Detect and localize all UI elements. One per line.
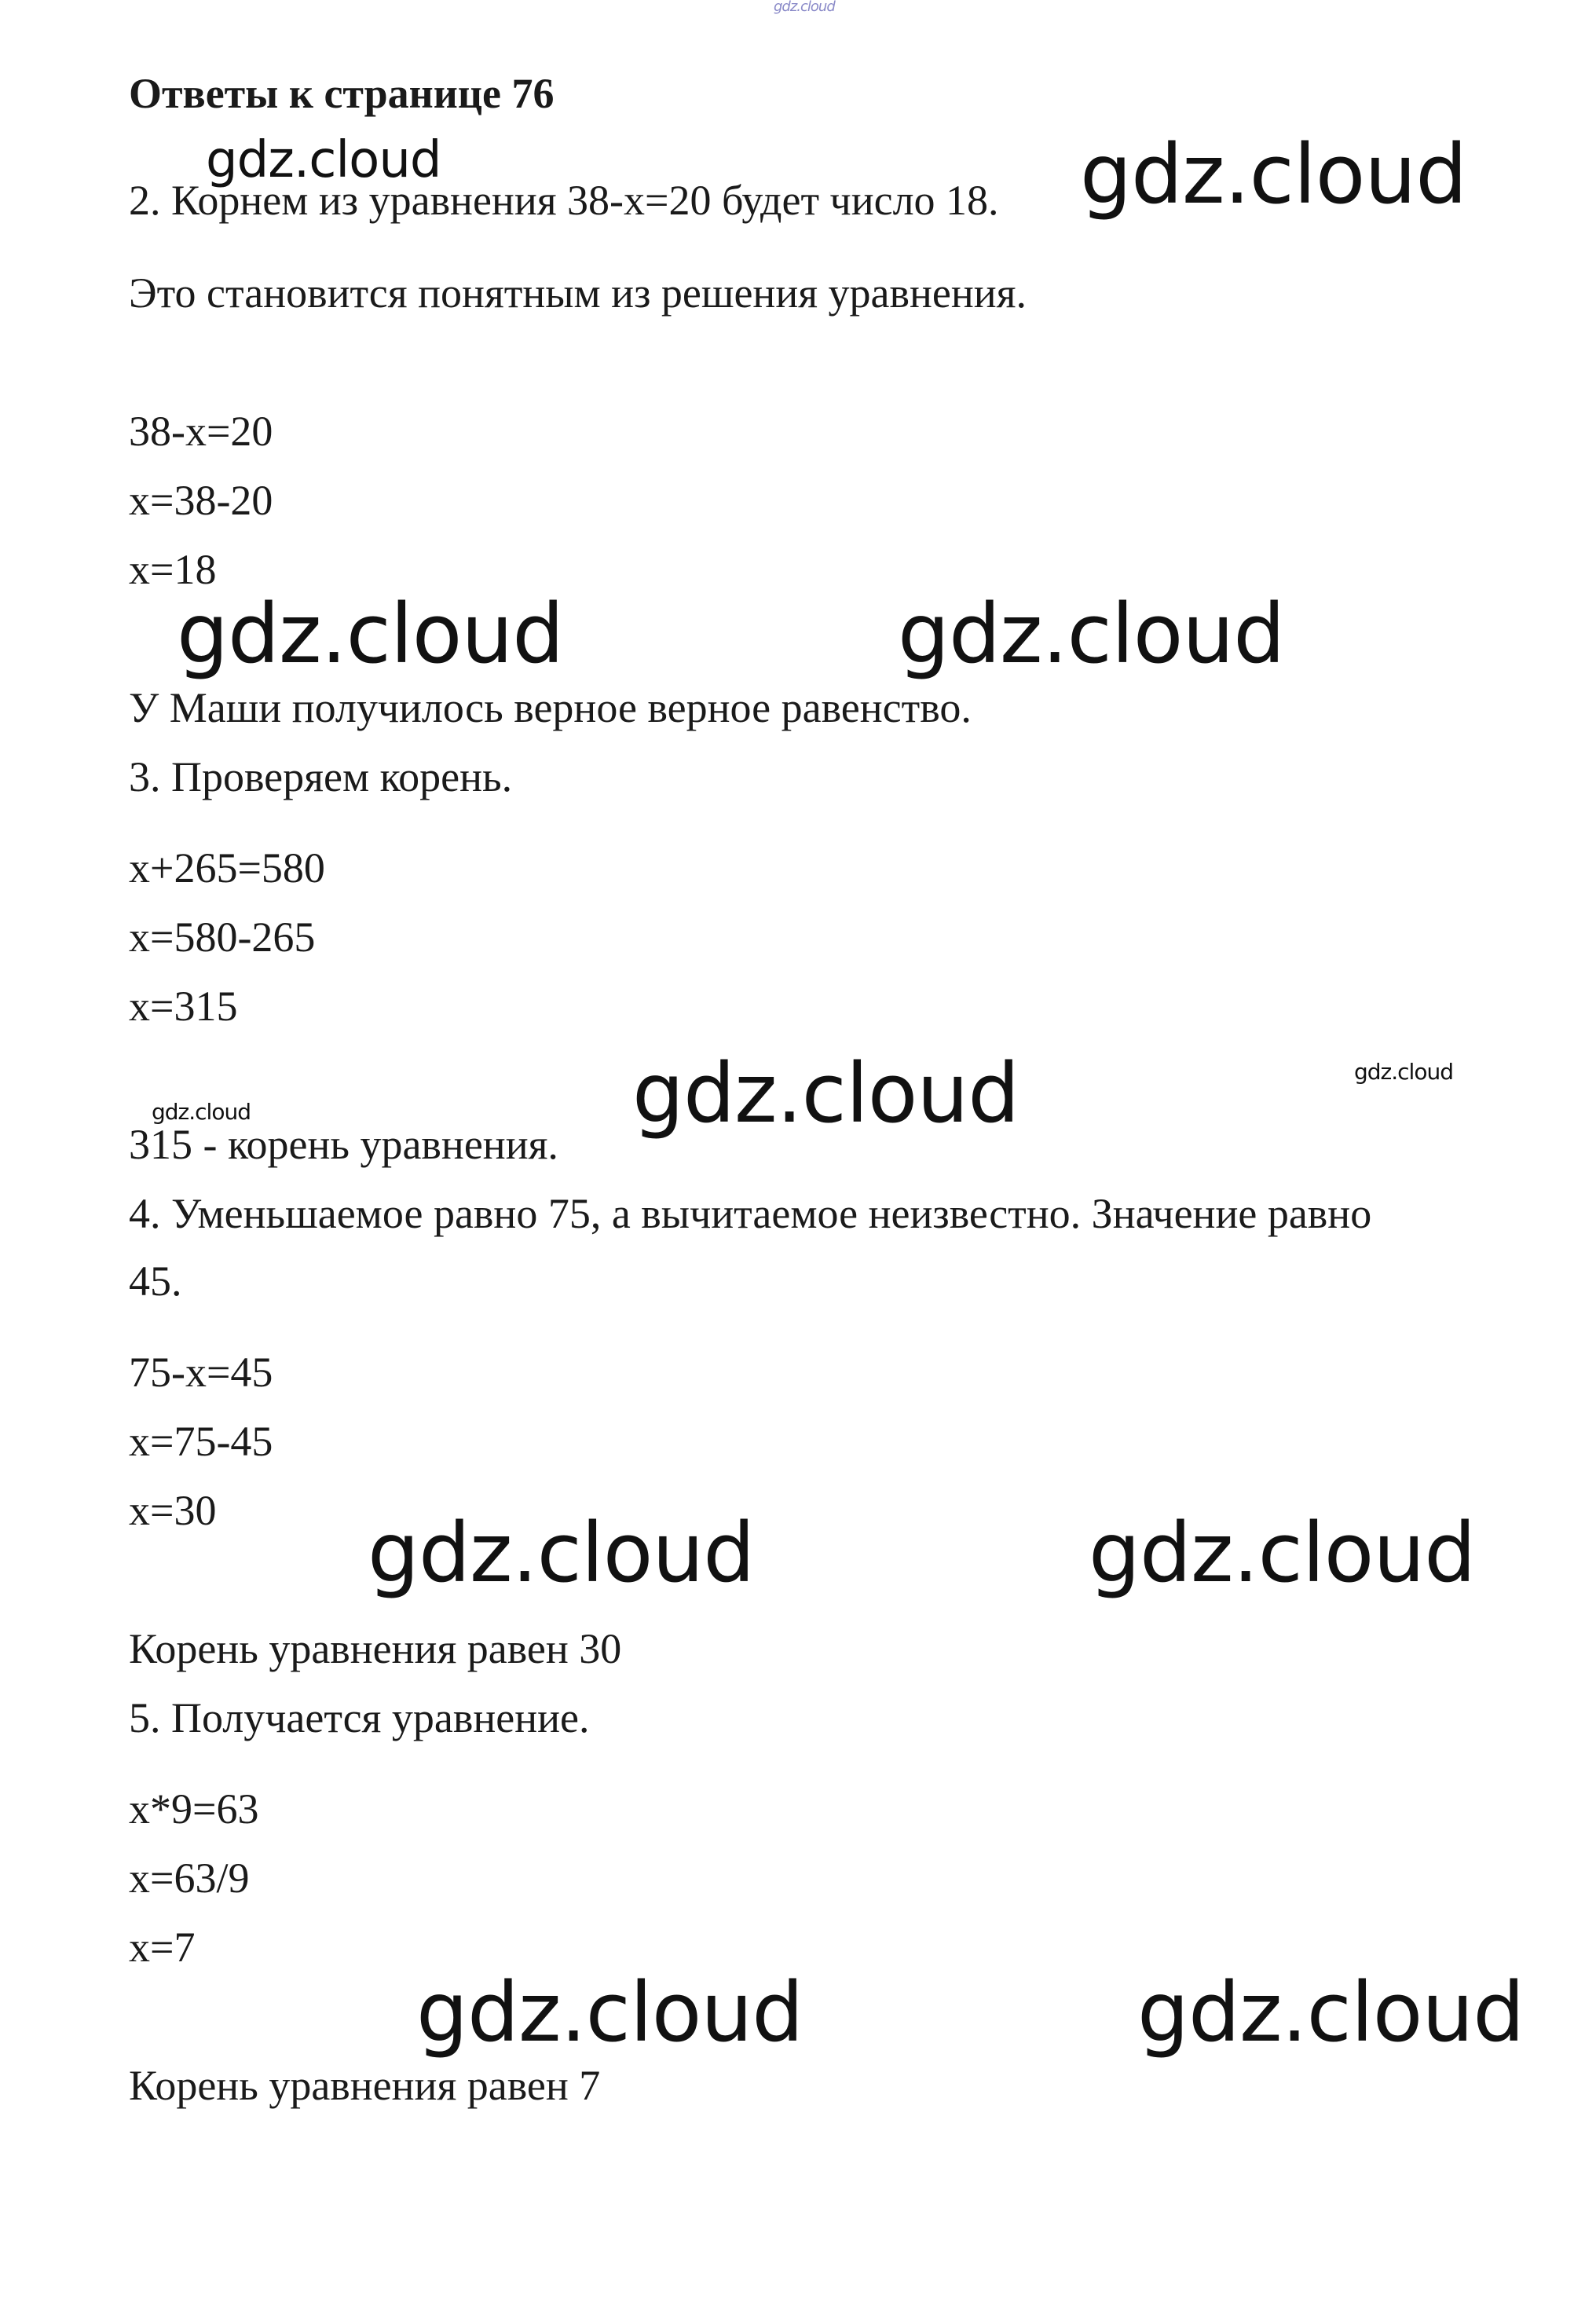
- watermark-top-tiny: gdz.cloud: [774, 0, 835, 15]
- equation-line: х=63/9: [129, 1854, 250, 1902]
- answer-line: 3. Проверяем корень.: [129, 753, 513, 800]
- watermark: gdz.cloud: [368, 1505, 755, 1601]
- equation-line: х=18: [129, 546, 217, 593]
- equation-line: 38-х=20: [129, 408, 273, 455]
- watermark: gdz.cloud: [632, 1045, 1019, 1141]
- answer-line: Корень уравнения равен 30: [129, 1625, 622, 1672]
- answer-line: У Маши получилось верное верное равенство.: [129, 684, 972, 731]
- answer-line: 4. Уменьшаемое равно 75, а вычитаемое неизвестно. Значение равно: [129, 1190, 1372, 1237]
- answer-line: 45.: [129, 1258, 182, 1305]
- equation-line: х=580-265: [129, 914, 316, 961]
- answer-line: 315 - корень уравнения.: [129, 1121, 558, 1168]
- watermark: gdz.cloud: [898, 586, 1285, 682]
- answer-line: 2. Корнем из уравнения 38-х=20 будет число 18.: [129, 177, 999, 224]
- equation-line: х*9=63: [129, 1785, 259, 1833]
- equation-line: х=315: [129, 983, 238, 1030]
- equation-line: х=7: [129, 1924, 196, 1971]
- answer-line: Корень уравнения равен 7: [129, 2062, 601, 2109]
- equation-line: х+265=580: [129, 844, 325, 892]
- equation-line: х=75-45: [129, 1418, 273, 1465]
- page-title: Ответы к странице 76: [129, 70, 555, 117]
- watermark: gdz.cloud: [1137, 1964, 1525, 2060]
- watermark: gdz.cloud: [1080, 126, 1467, 222]
- watermark: gdz.cloud: [1089, 1505, 1476, 1601]
- watermark-small: gdz.cloud: [1354, 1059, 1453, 1085]
- watermark-small: gdz.cloud: [152, 1099, 251, 1125]
- watermark: gdz.cloud: [206, 131, 441, 189]
- equation-line: х=30: [129, 1487, 217, 1534]
- answer-line: 5. Получается уравнение.: [129, 1694, 590, 1741]
- watermark: gdz.cloud: [177, 586, 564, 682]
- answer-line: Это становится понятным из решения уравнения.: [129, 269, 1027, 317]
- equation-line: х=38-20: [129, 477, 273, 524]
- watermark: gdz.cloud: [416, 1964, 803, 2060]
- equation-line: 75-х=45: [129, 1349, 273, 1396]
